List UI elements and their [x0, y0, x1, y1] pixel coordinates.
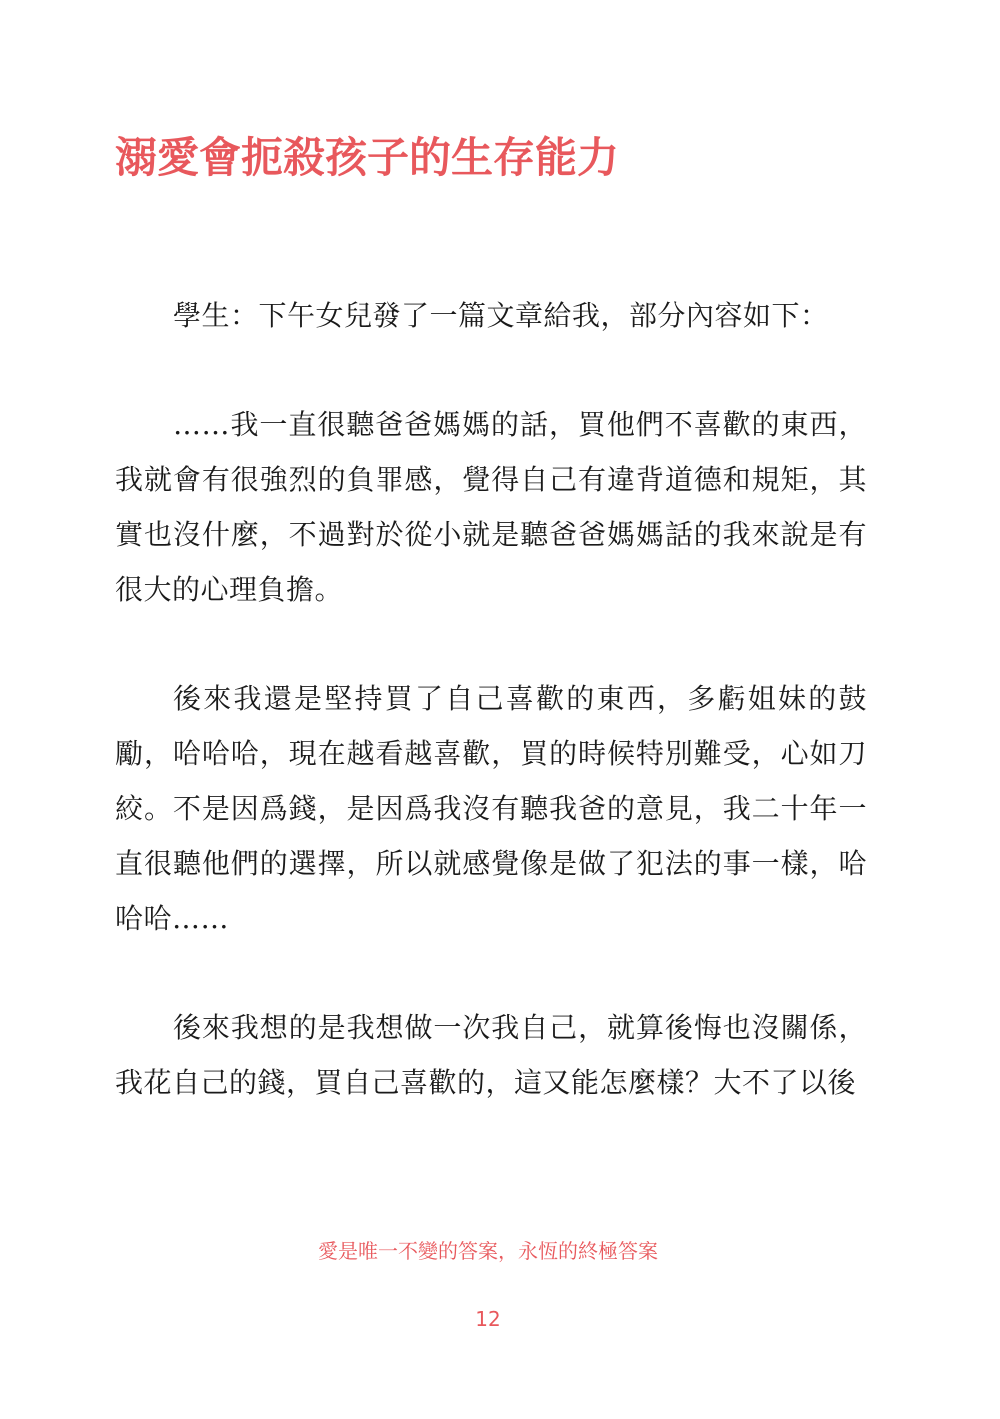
running-footer-quote: 愛是唯一不變的答案，永恆的終極答案: [318, 1239, 658, 1263]
body-text: [115, 288, 867, 1164]
paragraph-quote-2: 後來我還是堅持買了自己喜歡的東西，多虧姐妹的鼓勵，哈哈哈，現在越看越喜歡，買的時候特別難受，心如刀絞。不是因爲錢，是因爲我沒有聽我爸的意見，我二十年一直很聽他們的選擇，所以就感覺像是做了犯法的事一樣，哈哈哈……: [115, 682, 867, 935]
paragraph-intro: 學生：下午女兒發了一篇文章給我，部分內容如下：: [173, 299, 829, 332]
page-title: 溺愛會扼殺孩子的生存能力: [115, 133, 620, 182]
paragraph-quote-3: 後來我想的是我想做一次我自己，就算後悔也沒關係，我花自己的錢，買自己喜歡的，這又能怎麼樣？大不了以後: [115, 1011, 867, 1099]
paragraph-quote-1: ……我一直很聽爸爸媽媽的話，買他們不喜歡的東西，我就會有很強烈的負罪感，覺得自己有違背道德和規矩，其實也沒什麼，不過對於從小就是聽爸爸媽媽話的我來說是有很大的心理負擔。: [115, 408, 867, 606]
page-number: 12: [475, 1307, 501, 1331]
